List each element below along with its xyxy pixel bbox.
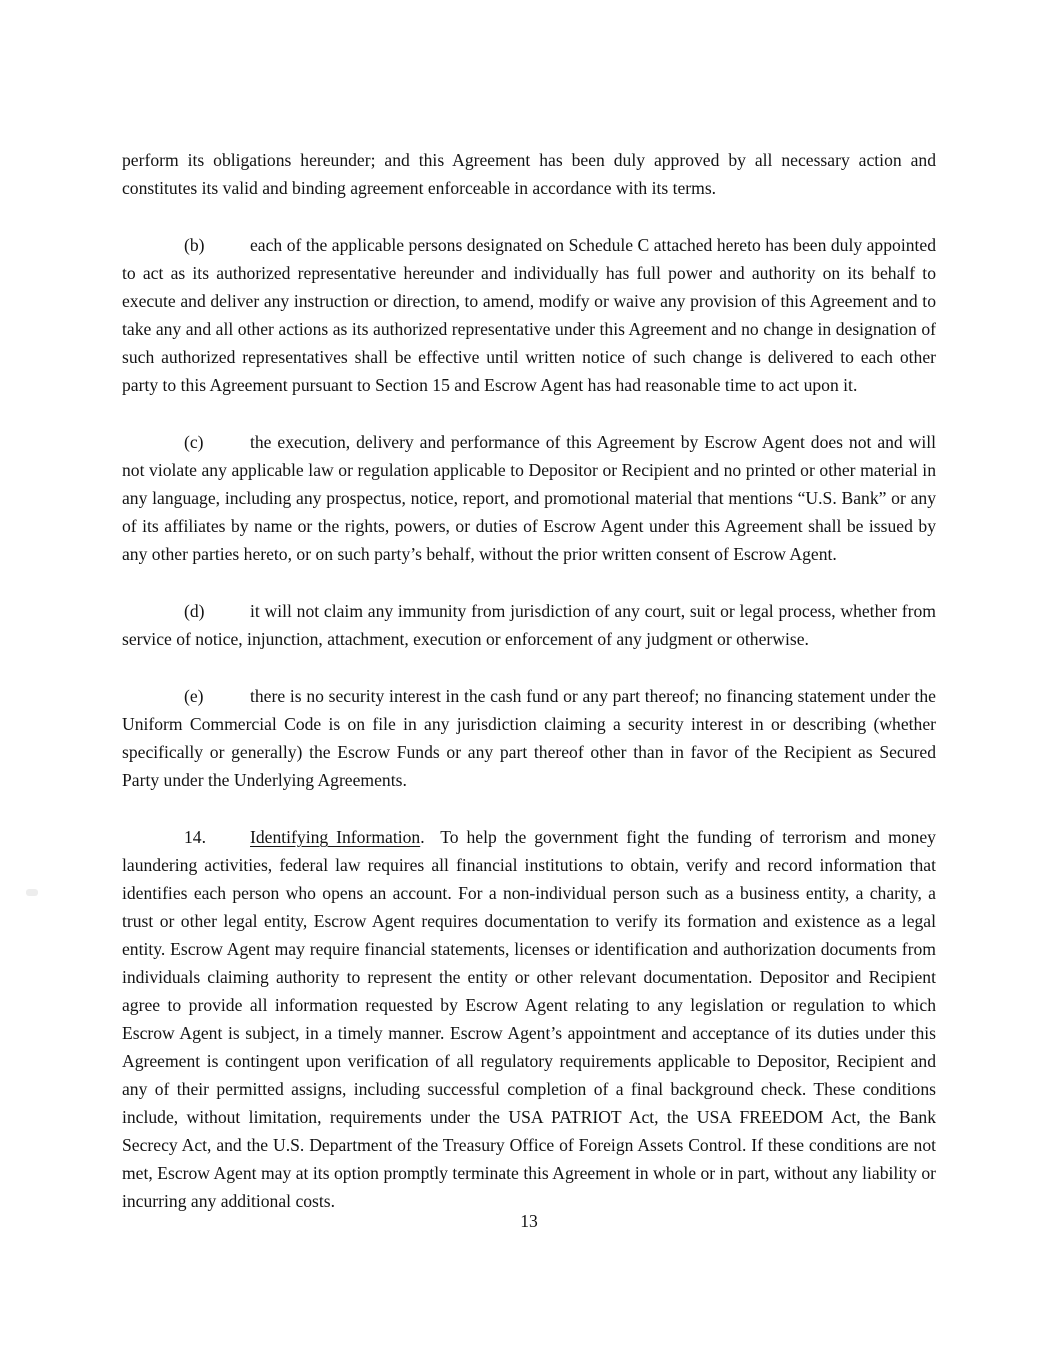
page-number: 13 (520, 1211, 538, 1231)
clause-b-label: (b) (184, 235, 205, 255)
section-14-heading: Identifying Information (250, 827, 421, 847)
clause-b-text: each of the applicable persons designated on Schedule C attached hereto has been duly appointed to act as its authorized representative hereunder and individually has full power and authority on its behalf to execute and deliver any instruction or direction, to amend, modify or waive any provision of this Agreement and to take any and all other actions as its authorized representative under this Agreement and no change in designation of such authorized representatives shall be effective until written notice of such change is delivered to each other party to this Agreement pursuant to Section 15 and Escrow Agent has had reasonable time to act upon it. (122, 235, 936, 395)
section-14-number: 14. (184, 827, 206, 847)
paragraph-continuation: perform its obligations hereunder; and this Agreement has been duly approved by all necessary action and constitutes its valid and binding agreement enforceable in accordance with its terms. (122, 150, 936, 198)
clause-d (122, 597, 936, 653)
clause-e-label: (e) (184, 686, 204, 706)
clause-c-text: the execution, delivery and performance of this Agreement by Escrow Agent does not and will not violate any applicable law or regulation applicable to Depositor or Recipient and no printed or other material in any language, including any prospectus, notice, report, and promotional material that mentions “U.S. Bank” or any of its affiliates by name or the rights, powers, or duties of Escrow Agent under this Agreement shall be issued by any other parties hereto, or on such party’s behalf, without the prior written consent of Escrow Agent. (122, 432, 936, 564)
clause-c (122, 428, 936, 568)
section-14-paragraph (122, 823, 936, 1215)
document-page-content (122, 146, 936, 1244)
clause-b (122, 231, 936, 399)
clause-c-label: (c) (184, 432, 204, 452)
clause-e (122, 682, 936, 794)
clause-d-text: it will not claim any immunity from jurisdiction of any court, suit or legal process, whether from service of notice, injunction, attachment, execution or enforcement of any judgment or otherwise. (122, 601, 936, 649)
clause-e-text: there is no security interest in the cash fund or any part thereof; no financing statement under the Uniform Commercial Code is on file in any jurisdiction claiming a security interest in or describing (whether specifically or generally) the Escrow Funds or any part thereof other than in favor of the Recipient as Secured Party under the Underlying Agreements. (122, 686, 936, 790)
section-14-text: To help the government fight the funding of terrorism and money laundering activities, federal law requires all financial institutions to obtain, verify and record information that identifies each person who opens an account. For a non-individual person such as a business entity, a charity, a trust or other legal entity, Escrow Agent requires documentation to verify its formation and existence as a legal entity. Escrow Agent may require financial statements, licenses or identification and authorization documents from individuals claiming authority to represent the entity or other relevant documentation. Depositor and Recipient agree to provide all information requested by Escrow Agent relating to any legislation or regulation to which Escrow Agent is subject, in a timely manner. Escrow Agent’s appointment and acceptance of its duties under this Agreement is contingent upon verification of all regulatory requirements applicable to Depositor, Recipient and any of their permitted assigns, including successful completion of a final background check. These conditions include, without limitation, requirements under the USA PATRIOT Act, the USA FREEDOM Act, the Bank Secrecy Act, and the U.S. Department of the Treasury Office of Foreign Assets Control. If these conditions are not met, Escrow Agent may at its option promptly terminate this Agreement in whole or in part, without any liability or incurring any additional costs. (122, 827, 936, 1211)
clause-d-label: (d) (184, 601, 205, 621)
section-14-separator: . (420, 827, 441, 847)
scan-artifact (26, 889, 38, 896)
